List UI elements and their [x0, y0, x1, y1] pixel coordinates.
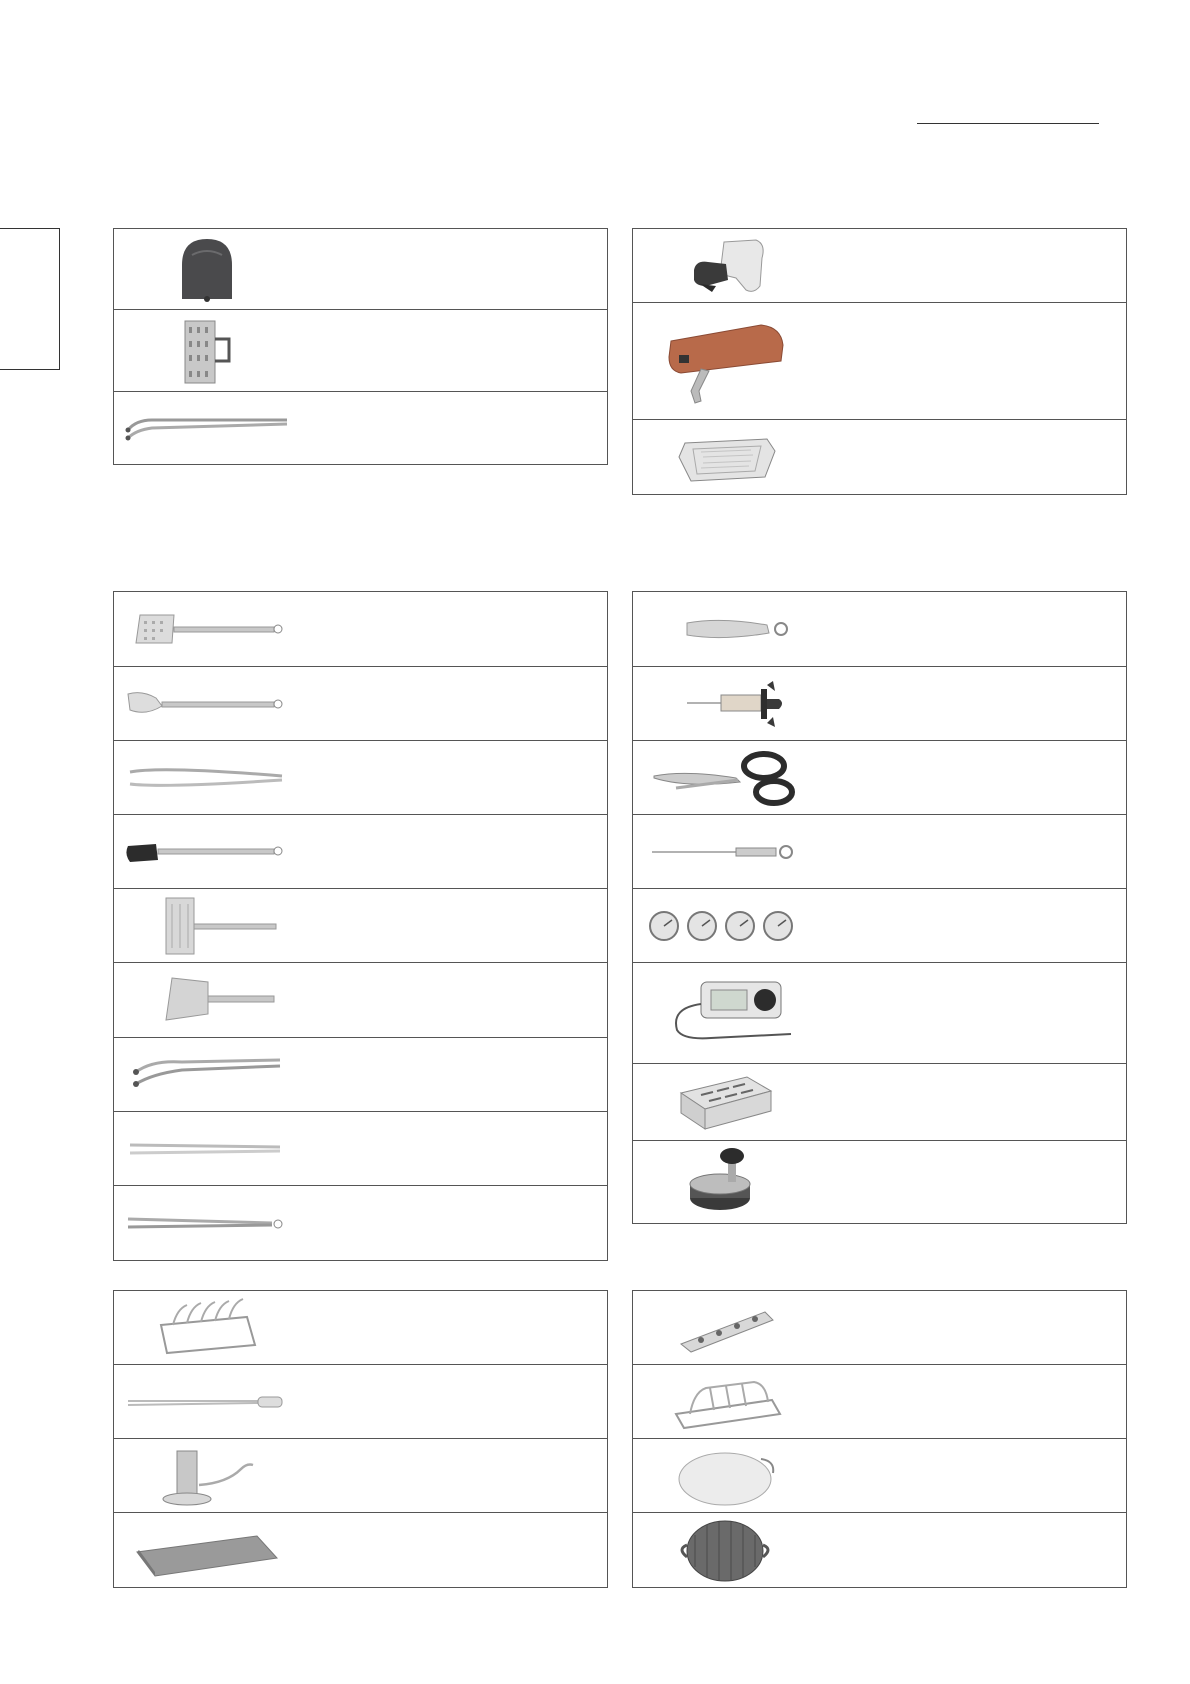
table-row: [114, 1439, 607, 1513]
table-row: [633, 1365, 1126, 1439]
pepper-roaster-icon: [641, 1295, 811, 1360]
straight-tongs-icon: [122, 1116, 292, 1181]
table-row: [114, 1365, 607, 1439]
table-row: [114, 310, 607, 392]
cedar-plank-icon: [122, 1517, 292, 1583]
table-row: [114, 1038, 607, 1112]
table-row: [633, 963, 1126, 1064]
table-row: [633, 420, 1126, 494]
poultry-shears-icon: [641, 745, 811, 810]
side-table-icon: [641, 307, 811, 415]
table-row: [114, 667, 607, 741]
accessory-table-top-right: [632, 228, 1127, 495]
grill-glove-icon: [641, 233, 811, 298]
table-row: [114, 392, 607, 464]
burger-press-icon: [641, 1145, 811, 1219]
table-row: [633, 303, 1126, 420]
roast-rack-icon: [641, 1369, 811, 1434]
fish-tongs-icon: [641, 596, 811, 662]
table-row: [633, 889, 1126, 963]
grill-scraper-icon: [122, 967, 292, 1033]
table-row: [633, 741, 1126, 815]
perforated-spatula-icon: [122, 596, 292, 662]
table-row: [633, 1141, 1126, 1223]
basting-brush-icon: [122, 819, 292, 884]
side-tab: [0, 228, 60, 370]
grill-fork-icon: [122, 671, 292, 736]
fish-turner-icon: [122, 893, 292, 958]
table-row: [633, 592, 1126, 667]
table-row: [633, 1439, 1126, 1513]
table-row: [114, 1291, 607, 1365]
accessory-table-top-left: [113, 228, 608, 465]
chicken-roaster-icon: [122, 1443, 292, 1508]
grill-tongs-icon: [122, 745, 292, 810]
table-row: [633, 1291, 1126, 1365]
dial-thermometers-icon: [641, 893, 811, 958]
accessory-table-bottom-left: [113, 1290, 608, 1588]
table-row: [633, 1513, 1126, 1587]
cast-iron-griddle-icon: [641, 1517, 811, 1583]
pointed-tongs-icon: [122, 1190, 292, 1256]
marinade-injector-icon: [641, 671, 811, 736]
table-row: [114, 963, 607, 1038]
table-row: [114, 1186, 607, 1260]
grill-cover-icon: [122, 233, 292, 305]
aluminum-drip-tray-icon: [641, 424, 811, 490]
accessory-table-middle-left: [113, 591, 608, 1261]
table-row: [633, 667, 1126, 741]
table-row: [633, 229, 1126, 303]
chimney-starter-icon: [122, 314, 292, 387]
table-row: [114, 1513, 607, 1587]
long-tongs-icon: [122, 1042, 292, 1107]
smoker-box-icon: [641, 1068, 811, 1136]
pizza-stone-icon: [641, 1443, 811, 1508]
table-row: [114, 1112, 607, 1186]
table-row: [633, 1064, 1126, 1141]
table-row: [114, 815, 607, 889]
accessory-table-bottom-right: [632, 1290, 1127, 1588]
table-row: [633, 815, 1126, 889]
table-row: [114, 741, 607, 815]
grill-brush-icon: [122, 1369, 292, 1434]
table-row: [114, 229, 607, 310]
accessory-table-middle-right: [632, 591, 1127, 1224]
digital-thermometer-icon: [641, 967, 811, 1059]
table-row: [114, 889, 607, 963]
rib-rack-icon: [122, 1295, 292, 1360]
header-rule: [917, 123, 1099, 124]
meat-thermometer-probe-icon: [641, 819, 811, 884]
table-row: [114, 592, 607, 667]
charcoal-tongs-icon: [122, 396, 292, 460]
